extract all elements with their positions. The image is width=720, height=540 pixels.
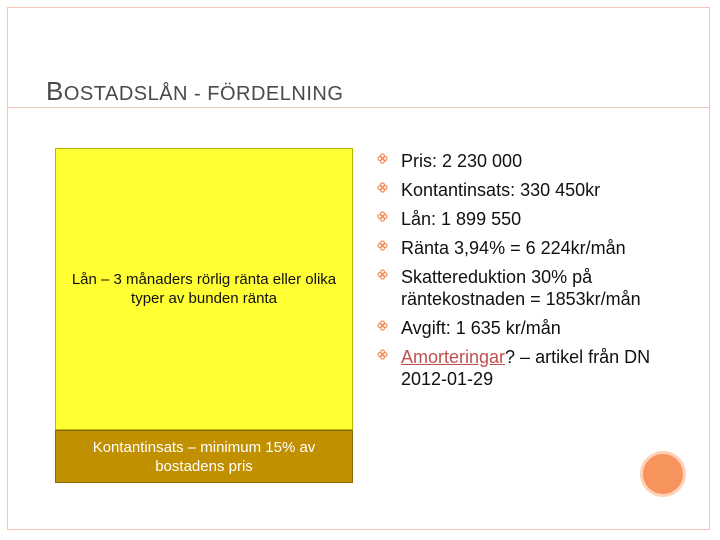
flower-bullet-icon [377, 182, 388, 193]
bullet-text: Lån: 1 899 550 [401, 209, 522, 229]
bullet-list [377, 150, 697, 397]
flower-bullet-icon [377, 153, 388, 164]
bullet-text: Ränta 3,94% = 6 224kr/mån [401, 238, 626, 258]
decorative-circle [640, 451, 686, 497]
deposit-label: Kontantinsats – minimum 15% av bostadens pris [92, 438, 316, 475]
deposit-block [55, 430, 353, 483]
flower-bullet-icon [377, 349, 388, 360]
bullet-item-tax-reduction [377, 266, 697, 310]
title-initial: B [46, 76, 64, 106]
slide-title [46, 76, 343, 107]
loan-label: Lån – 3 månaders rörlig ränta eller olika typer av bunden ränta [71, 271, 337, 307]
title-rest: OSTADSLÅN - FÖRDELNING [63, 83, 344, 105]
bullet-text: ? – artikel från DN 2012-01-29 [401, 347, 651, 389]
loan-block [55, 148, 353, 430]
flower-bullet-icon [377, 211, 388, 222]
bullet-item-deposit [377, 179, 697, 201]
flower-bullet-icon [377, 320, 388, 331]
bullet-text: Avgift: 1 635 kr/mån [401, 318, 561, 338]
bullet-item-loan [377, 208, 697, 230]
amortization-link[interactable]: Amorteringar [401, 347, 506, 367]
bullet-text: Kontantinsats: 330 450kr [401, 180, 601, 200]
bullet-item-fee [377, 317, 697, 339]
bullet-text: Pris: 2 230 000 [401, 151, 523, 171]
flower-bullet-icon [377, 269, 388, 280]
bullet-item-interest [377, 237, 697, 259]
bullet-text: Skattereduktion 30% på räntekostnaden = 1853kr/mån [401, 267, 641, 309]
bullet-item-amortization [377, 346, 697, 390]
title-divider [7, 107, 710, 108]
flower-bullet-icon [377, 240, 388, 251]
bullet-item-price [377, 150, 697, 172]
